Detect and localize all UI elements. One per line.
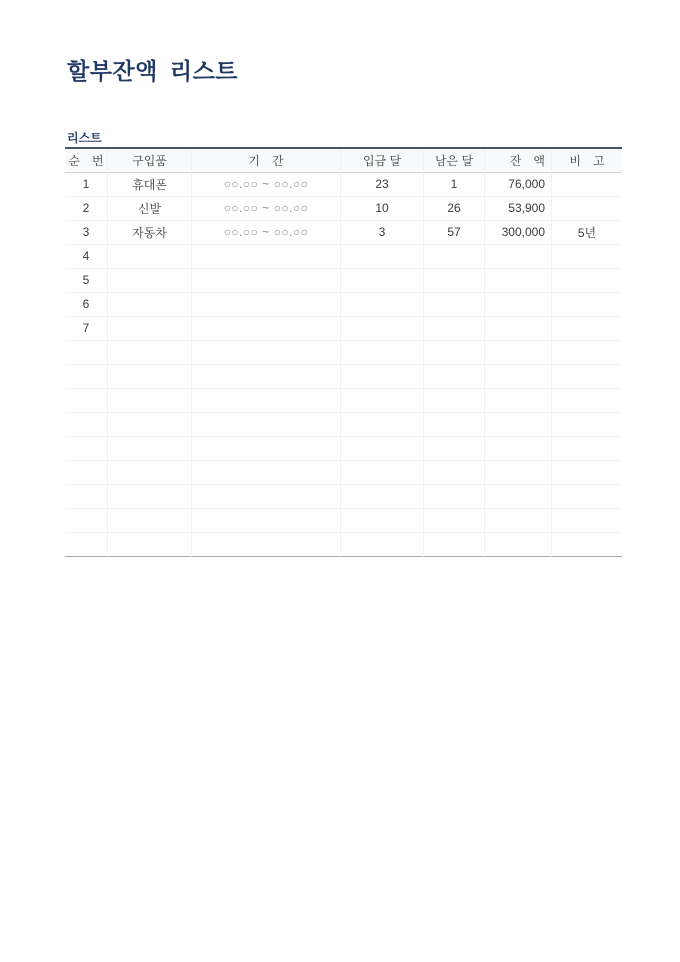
installment-balance-table — [65, 147, 622, 557]
table-cell — [424, 412, 485, 436]
table-cell — [192, 364, 341, 388]
table-row — [65, 460, 622, 484]
table-cell — [485, 460, 552, 484]
table-row — [65, 268, 622, 292]
table-cell — [552, 532, 623, 556]
table-row — [65, 244, 622, 268]
table-cell — [552, 196, 623, 220]
table-cell: 1 — [82, 177, 90, 191]
table-cell: 2 — [82, 201, 90, 215]
table-row — [65, 220, 622, 244]
table-cell — [65, 340, 108, 364]
table-cell — [552, 292, 623, 316]
table-cell — [341, 292, 424, 316]
column-header-4: 입금 달 — [341, 148, 424, 172]
table-cell — [341, 268, 424, 292]
table-cell — [341, 340, 424, 364]
table-cell: ○○.○○ ~ ○○.○○ — [192, 220, 341, 244]
table-cell — [552, 436, 623, 460]
table-cell — [192, 388, 341, 412]
table-cell — [485, 316, 552, 340]
table-cell — [341, 484, 424, 508]
table-cell — [108, 532, 192, 556]
table-cell — [424, 388, 485, 412]
table-cell — [341, 460, 424, 484]
table-cell — [192, 436, 341, 460]
table-cell — [192, 484, 341, 508]
table-cell — [424, 460, 485, 484]
table-cell — [108, 508, 192, 532]
table-row — [65, 292, 622, 316]
table-cell — [552, 268, 623, 292]
table-cell: 자동차 — [108, 220, 192, 244]
table-cell — [65, 436, 108, 460]
table-row — [65, 316, 622, 340]
table-cell — [485, 436, 552, 460]
table-cell — [424, 292, 485, 316]
table-cell — [65, 484, 108, 508]
page-title: 할부잔액 리스트 — [67, 58, 239, 84]
table-row — [65, 484, 622, 508]
table-cell — [192, 244, 341, 268]
table-row — [65, 388, 622, 412]
column-header-7: 비 고 — [552, 148, 623, 172]
table-cell — [341, 412, 424, 436]
table-cell — [552, 508, 623, 532]
table-cell: 1 — [424, 172, 485, 196]
table-cell: 10 — [341, 196, 424, 220]
table-cell: 23 — [341, 172, 424, 196]
column-header-5: 남은 달 — [424, 148, 485, 172]
table-cell: 3 — [82, 225, 90, 239]
table-cell — [65, 532, 108, 556]
column-header-3: 기 간 — [192, 148, 341, 172]
table-cell — [424, 268, 485, 292]
table-cell — [192, 292, 341, 316]
table-cell — [552, 460, 623, 484]
table-cell — [108, 316, 192, 340]
table-cell — [192, 412, 341, 436]
table-cell: 57 — [424, 220, 485, 244]
table-cell — [485, 532, 552, 556]
table-cell: 3 — [341, 220, 424, 244]
table-cell — [485, 364, 552, 388]
table-header-row — [65, 148, 622, 172]
table-cell — [65, 508, 108, 532]
table-cell: ○○.○○ ~ ○○.○○ — [192, 172, 341, 196]
table-cell: 6 — [82, 297, 90, 311]
table-cell: 5 — [82, 273, 90, 287]
table-cell — [485, 244, 552, 268]
table-cell: 4 — [82, 249, 90, 263]
table-cell — [424, 436, 485, 460]
table-cell — [424, 340, 485, 364]
table-cell — [192, 268, 341, 292]
table-row — [65, 412, 622, 436]
table-row — [65, 340, 622, 364]
table-cell — [108, 484, 192, 508]
table-cell — [192, 340, 341, 364]
table-row — [65, 172, 622, 196]
table-cell — [108, 364, 192, 388]
table-body — [65, 172, 622, 556]
table-cell: 5년 — [552, 220, 623, 244]
column-header-6: 잔 액 — [485, 148, 552, 172]
table-cell: 26 — [424, 196, 485, 220]
table-cell — [485, 292, 552, 316]
table-cell — [424, 484, 485, 508]
table-cell: 300,000 — [485, 220, 552, 244]
table-row — [65, 508, 622, 532]
table-cell — [108, 460, 192, 484]
table-cell — [485, 340, 552, 364]
column-header-2: 구입품 — [108, 148, 192, 172]
table-cell — [341, 508, 424, 532]
table-cell — [424, 364, 485, 388]
table-cell — [65, 412, 108, 436]
table-header — [65, 148, 622, 172]
table-cell — [108, 244, 192, 268]
table-label: 리스트 — [67, 131, 102, 145]
table-cell: 76,000 — [485, 172, 552, 196]
table-cell — [341, 316, 424, 340]
table-cell — [485, 508, 552, 532]
table-cell — [485, 268, 552, 292]
table-cell — [552, 340, 623, 364]
table-cell: 신발 — [108, 196, 192, 220]
table-cell: 7 — [82, 321, 90, 335]
table-cell — [108, 436, 192, 460]
table-cell — [424, 244, 485, 268]
table-row — [65, 364, 622, 388]
table-cell — [552, 412, 623, 436]
table-cell — [108, 412, 192, 436]
table-cell — [424, 316, 485, 340]
table-cell — [192, 316, 341, 340]
table-cell — [341, 244, 424, 268]
table-cell — [192, 508, 341, 532]
table-cell — [341, 532, 424, 556]
table-cell — [552, 172, 623, 196]
table-cell — [65, 388, 108, 412]
table-cell — [485, 484, 552, 508]
table-row — [65, 532, 622, 556]
table-row — [65, 436, 622, 460]
table-cell — [485, 412, 552, 436]
table-cell: 53,900 — [485, 196, 552, 220]
table-cell — [108, 268, 192, 292]
table-cell — [108, 292, 192, 316]
table-cell — [552, 316, 623, 340]
table-cell — [108, 340, 192, 364]
column-header-1: 순 번 — [68, 153, 104, 168]
table-cell — [108, 388, 192, 412]
table-cell — [65, 364, 108, 388]
table-cell — [552, 484, 623, 508]
table-cell — [192, 460, 341, 484]
table-row — [65, 196, 622, 220]
table-cell: 휴대폰 — [108, 172, 192, 196]
table-cell — [65, 460, 108, 484]
table-cell — [552, 364, 623, 388]
table-cell — [552, 388, 623, 412]
table-cell — [341, 436, 424, 460]
table-cell — [485, 388, 552, 412]
table-cell — [424, 532, 485, 556]
table-cell — [552, 244, 623, 268]
table-cell — [424, 508, 485, 532]
table-cell — [341, 364, 424, 388]
table-cell — [341, 388, 424, 412]
table-cell: ○○.○○ ~ ○○.○○ — [192, 196, 341, 220]
table-cell — [192, 532, 341, 556]
